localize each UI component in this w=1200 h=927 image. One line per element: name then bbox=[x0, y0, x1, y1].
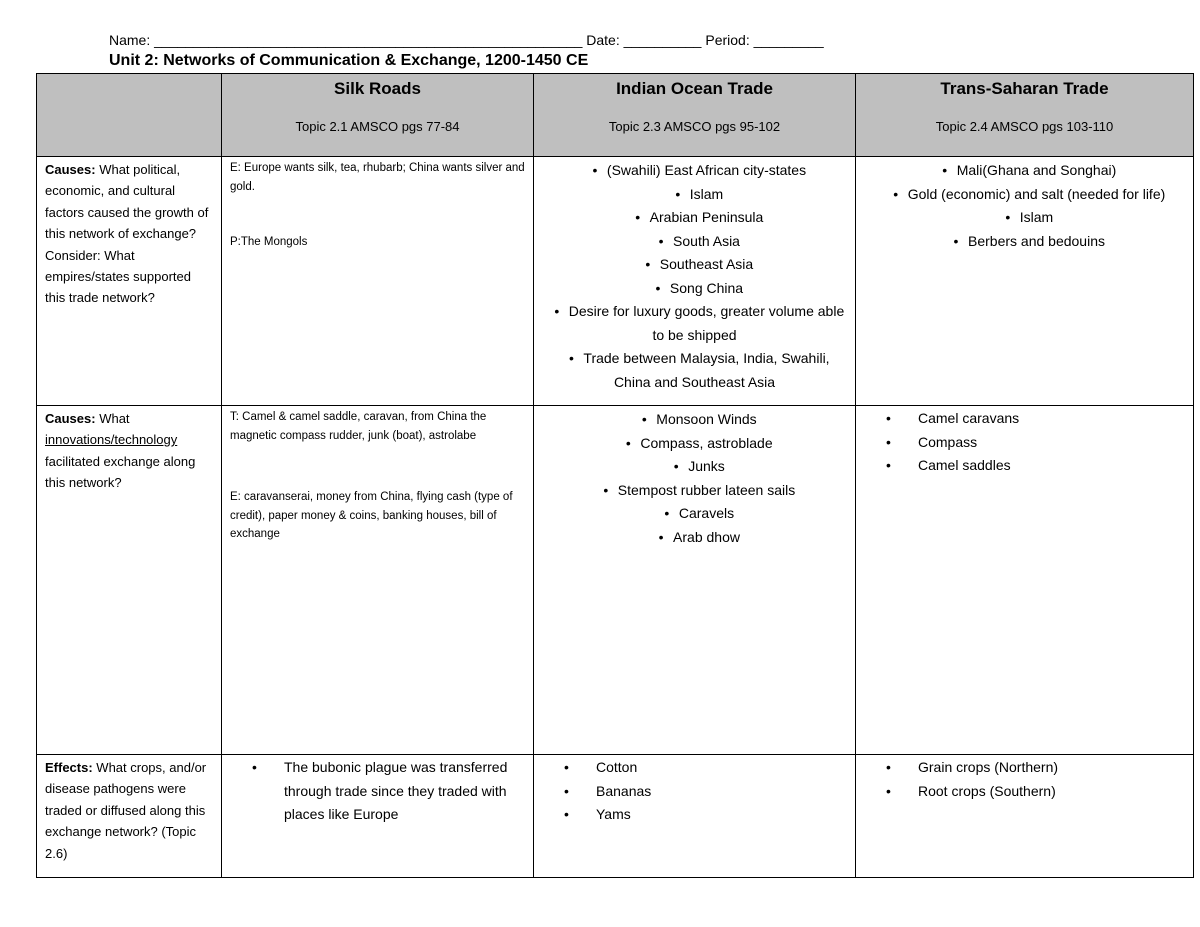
header-row bbox=[37, 74, 1194, 157]
list-item: • Camel saddles bbox=[886, 454, 1193, 478]
list-item: • Compass, astroblade bbox=[625, 434, 773, 451]
list-item: • Caravels bbox=[664, 505, 735, 521]
silk-roads-cell bbox=[222, 755, 534, 878]
name-date-period-line: Name: _______________________________________________________ Date: __________ Period: _________ bbox=[109, 32, 824, 48]
answer-political: P:The Mongols bbox=[230, 236, 308, 248]
trade-networks-table bbox=[36, 73, 1194, 878]
list-item: • (Swahili) East African city-states bbox=[592, 162, 807, 178]
silk-roads-cell bbox=[222, 406, 534, 755]
list-item: • South Asia bbox=[658, 232, 740, 249]
question-label: Causes: bbox=[45, 411, 96, 426]
column-topic: Topic 2.3 AMSCO pgs 95-102 bbox=[608, 119, 781, 134]
list-item: • Bananas bbox=[564, 780, 855, 804]
column-title: Indian Ocean Trade bbox=[616, 79, 773, 98]
column-title: Silk Roads bbox=[334, 79, 421, 98]
list-item: • Trade between Malaysia, India, Swahili, China and Southeast Asia bbox=[568, 350, 830, 390]
header-trans-saharan bbox=[856, 74, 1194, 157]
question-cell bbox=[37, 157, 222, 406]
column-topic: Topic 2.1 AMSCO pgs 77-84 bbox=[295, 119, 460, 134]
list-item: • Camel caravans bbox=[886, 407, 1193, 431]
answer-economic: E: Europe wants silk, tea, rhubarb; China wants silver and gold. bbox=[230, 162, 525, 193]
trans-saharan-cell bbox=[856, 406, 1194, 755]
list-item: • Arab dhow bbox=[658, 528, 740, 545]
silk-roads-cell bbox=[222, 157, 534, 406]
question-cell bbox=[37, 755, 222, 878]
question-label: Causes: bbox=[45, 162, 96, 177]
list-item: • Berbers and bedouins bbox=[953, 232, 1105, 249]
list-item: • Stempost rubber lateen sails bbox=[603, 481, 796, 498]
table-row-effects bbox=[37, 755, 1194, 878]
list-item: • Islam bbox=[675, 185, 724, 202]
list-item: • Southeast Asia bbox=[645, 256, 754, 272]
list-item: • Islam bbox=[1005, 209, 1054, 225]
list-item: • Mali(Ghana and Songhai) bbox=[942, 162, 1117, 178]
list-item: • Grain crops (Northern) bbox=[886, 756, 1193, 780]
question-cell bbox=[37, 406, 222, 755]
list-item: • Cotton bbox=[564, 756, 855, 780]
blank-header-cell bbox=[37, 74, 222, 157]
list-item: • Root crops (Southern) bbox=[886, 780, 1193, 804]
trans-saharan-cell bbox=[856, 157, 1194, 406]
list-item: • Monsoon Winds bbox=[641, 411, 757, 427]
list-item: • Gold (economic) and salt (needed for life) bbox=[893, 185, 1166, 202]
list-item: • Junks bbox=[673, 458, 725, 474]
list-item: • Compass bbox=[886, 431, 1193, 455]
indian-ocean-cell bbox=[534, 755, 856, 878]
answer-technology: T: Camel & camel saddle, caravan, from China the magnetic compass rudder, junk (boat), astrolabe bbox=[230, 411, 487, 442]
question-text: facilitated exchange along this network? bbox=[45, 453, 196, 491]
question-label: Effects: bbox=[45, 760, 93, 775]
list-item: • Song China bbox=[655, 279, 744, 296]
column-title: Trans-Saharan Trade bbox=[940, 79, 1109, 98]
header-indian-ocean bbox=[534, 74, 856, 157]
question-text: What bbox=[95, 411, 130, 426]
list-item: • Arabian Peninsula bbox=[635, 209, 764, 225]
question-underline: innovations/technology bbox=[45, 432, 178, 448]
header-silk-roads bbox=[222, 74, 534, 157]
answer-economic: E: caravanserai, money from China, flying cash (type of credit), paper money & coins, banking houses, bill of exchange bbox=[230, 491, 513, 540]
list-item: • The bubonic plague was transferred through trade since they traded with places like Europe bbox=[252, 756, 533, 827]
column-topic: Topic 2.4 AMSCO pgs 103-110 bbox=[935, 119, 1114, 134]
table-row-causes-factors bbox=[37, 157, 1194, 406]
indian-ocean-cell bbox=[534, 406, 856, 755]
question-text: What political, economic, and cultural factors caused the growth of this network of exchange? Consider: What empires/states supported this trade network? bbox=[45, 162, 209, 306]
indian-ocean-cell bbox=[534, 157, 856, 406]
list-item: • Yams bbox=[564, 803, 855, 827]
page-title: Unit 2: Networks of Communication & Exchange, 1200-1450 CE bbox=[109, 52, 589, 69]
list-item: • Desire for luxury goods, greater volume able to be shipped bbox=[554, 303, 845, 343]
table-row-causes-technology bbox=[37, 406, 1194, 755]
trans-saharan-cell bbox=[856, 755, 1194, 878]
question-text: What crops, and/or disease pathogens were traded or diffused along this exchange network? (Topic 2.6) bbox=[45, 760, 207, 861]
